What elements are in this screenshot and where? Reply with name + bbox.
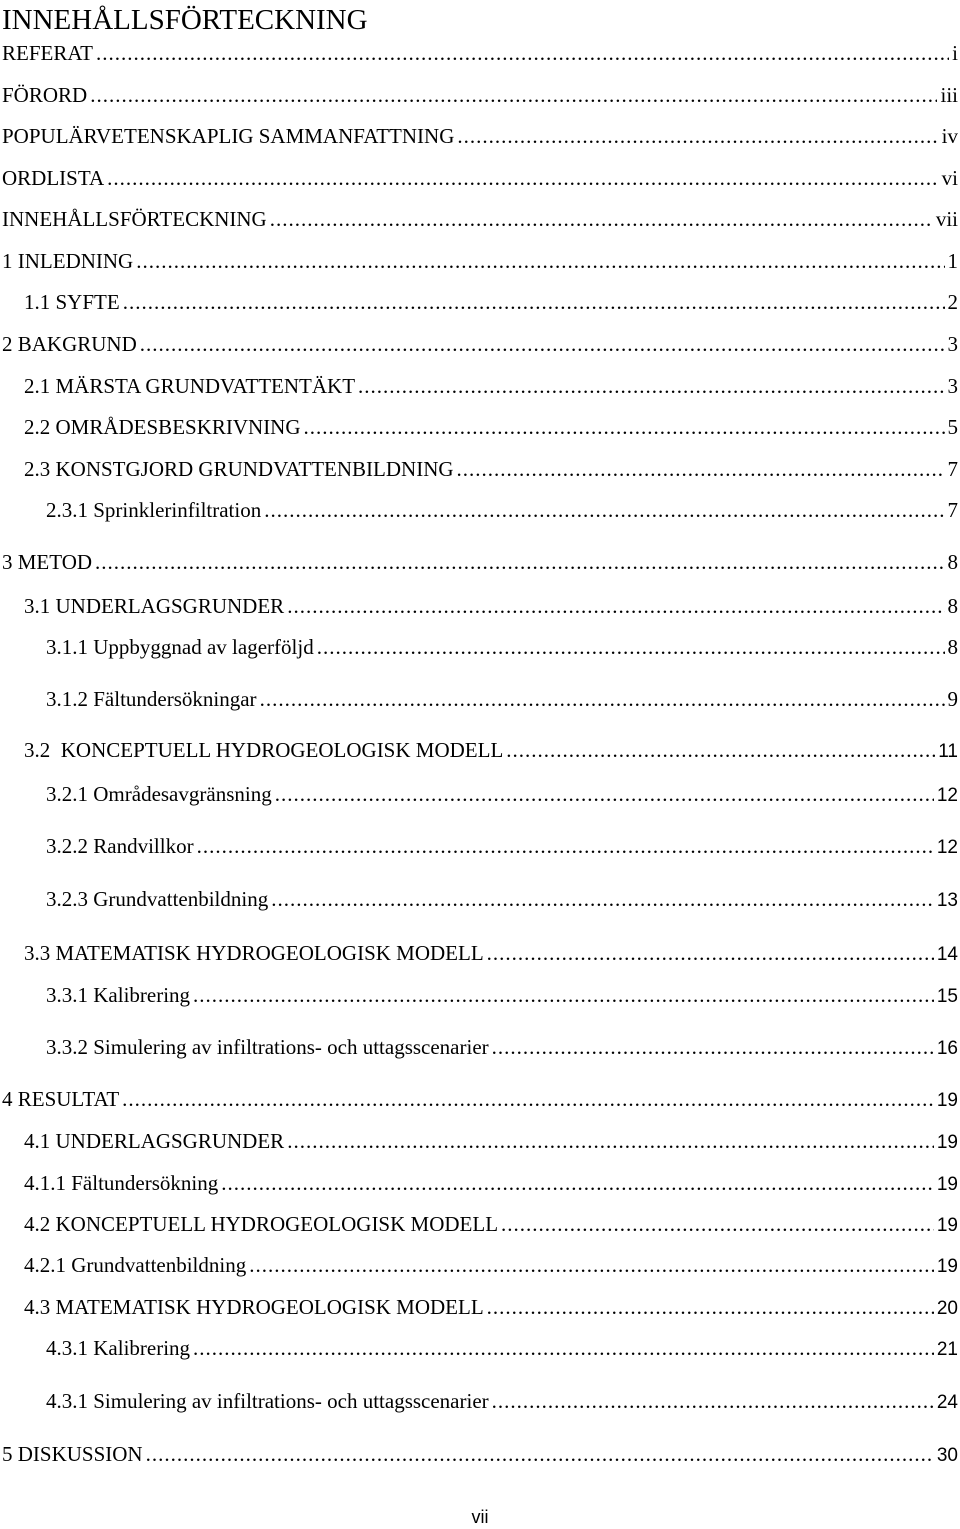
toc-entry-label: REFERAT (2, 41, 94, 65)
toc-entry-label: 3.2.1 Områdesavgränsning (46, 782, 272, 806)
toc-entry-label: 3.3.1 Kalibrering (46, 983, 191, 1007)
dot-leader (275, 780, 934, 808)
toc-entry-label: 3 METOD (2, 550, 93, 574)
toc-entry-label: 1 INLEDNING (2, 249, 134, 273)
toc-entry[interactable] (46, 981, 958, 1009)
toc-entry-label: 4.2.1 Grundvattenbildning (24, 1253, 247, 1277)
toc-title: INNEHÅLLSFÖRTECKNING (2, 4, 368, 36)
toc-entry[interactable] (2, 39, 958, 67)
toc-entry-page: 19 (936, 1256, 958, 1277)
dot-leader (136, 247, 944, 275)
toc-entry-page: 19 (936, 1132, 958, 1153)
toc-entry-page: 13 (936, 890, 958, 911)
toc-entry-page: 19 (936, 1215, 958, 1236)
toc-entry[interactable] (24, 455, 958, 483)
dot-leader (193, 1334, 934, 1362)
toc-entry-label: 3.2.3 Grundvattenbildning (46, 887, 269, 911)
toc-entry[interactable] (2, 330, 958, 358)
toc-entry[interactable] (24, 288, 958, 316)
toc-entry-label: 4.2 KONCEPTUELL HYDROGEOLOGISK MODELL (24, 1212, 499, 1236)
dot-leader (501, 1210, 934, 1238)
toc-entry-page: 20 (936, 1298, 958, 1319)
toc-entry[interactable] (2, 81, 958, 109)
toc-entry[interactable] (24, 1127, 958, 1155)
toc-entry-page: 9 (947, 687, 958, 711)
toc-entry-label: 2.3 KONSTGJORD GRUNDVATTENBILDNING (24, 457, 454, 481)
toc-entry[interactable] (24, 592, 958, 620)
toc-entry[interactable] (2, 548, 958, 576)
toc-entry[interactable] (24, 1210, 958, 1238)
toc-entry[interactable] (46, 832, 958, 860)
toc-entry-page: 5 (947, 415, 958, 439)
dot-leader (122, 1085, 934, 1113)
dot-leader (487, 1293, 934, 1321)
toc-entry-page: 7 (947, 457, 958, 481)
toc-entry-page: 7 (947, 498, 958, 522)
toc-entry-page: 12 (936, 837, 958, 858)
toc-entry[interactable] (46, 1387, 958, 1415)
dot-leader (492, 1033, 934, 1061)
dot-leader (140, 330, 945, 358)
toc-entry[interactable] (46, 885, 958, 913)
toc-entry-label: 2.1 MÄRSTA GRUNDVATTENTÄKT (24, 374, 356, 398)
toc-entry-page: 30 (936, 1445, 958, 1466)
toc-entry[interactable] (24, 736, 958, 764)
toc-entry-label: 4.1.1 Fältundersökning (24, 1171, 219, 1195)
dot-leader (492, 1387, 934, 1415)
dot-leader (107, 164, 939, 192)
toc-entry-page: vii (935, 207, 958, 231)
toc-entry-page: vi (941, 166, 958, 190)
toc-entry-page: 14 (936, 944, 958, 965)
toc-entry[interactable] (46, 1033, 958, 1061)
toc-entry-page: 8 (947, 594, 958, 618)
page-number: vii (471, 1507, 489, 1527)
toc-entry-page: 19 (936, 1090, 958, 1111)
toc-entry-page: 11 (938, 741, 958, 762)
dot-leader (317, 633, 945, 661)
toc-entry[interactable] (46, 496, 958, 524)
toc-entry[interactable] (24, 413, 958, 441)
dot-leader (358, 372, 944, 400)
toc-entry[interactable] (46, 780, 958, 808)
toc-entry[interactable] (24, 1251, 958, 1279)
toc-entry-label: 4.3.1 Kalibrering (46, 1336, 191, 1360)
toc-entry-label: 3.2 KONCEPTUELL HYDROGEOLOGISK MODELL (24, 738, 504, 762)
toc-entry-label: 3.1.1 Uppbyggnad av lagerföljd (46, 635, 314, 659)
toc-entry[interactable] (2, 247, 958, 275)
toc-entry-label: 4.3.1 Simulering av infiltrations- och uttagsscenarier (46, 1389, 489, 1413)
toc-entry[interactable] (24, 939, 958, 967)
toc-entry[interactable] (24, 372, 958, 400)
toc-entry-page: 16 (936, 1038, 958, 1059)
toc-entry-label: POPULÄRVETENSKAPLIG SAMMANFATTNING (2, 124, 455, 148)
dot-leader (96, 39, 949, 67)
toc-entry-label: 5 DISKUSSION (2, 1442, 143, 1466)
toc-entry-page: 3 (947, 332, 958, 356)
toc-entry-page: i (952, 41, 958, 65)
toc-entry[interactable] (2, 1440, 958, 1468)
dot-leader (287, 1127, 934, 1155)
toc-entry[interactable] (24, 1293, 958, 1321)
toc-entry-label: 2.3.1 Sprinklerinfiltration (46, 498, 262, 522)
dot-leader (221, 1169, 934, 1197)
dot-leader (270, 205, 933, 233)
toc-entry-page: 21 (936, 1339, 958, 1360)
toc-entry-page: 1 (947, 249, 958, 273)
toc-entry[interactable] (46, 1334, 958, 1362)
toc-entry-label: FÖRORD (2, 83, 88, 107)
dot-leader (264, 496, 944, 524)
dot-leader (287, 592, 944, 620)
toc-entry[interactable] (2, 205, 958, 233)
toc-entry[interactable] (2, 122, 958, 150)
toc-entry-page: 3 (947, 374, 958, 398)
dot-leader (249, 1251, 934, 1279)
toc-entry[interactable] (24, 1169, 958, 1197)
toc-entry[interactable] (46, 685, 958, 713)
dot-leader (304, 413, 945, 441)
toc-entry-page: 8 (947, 550, 958, 574)
toc-entry[interactable] (46, 633, 958, 661)
dot-leader (123, 288, 945, 316)
dot-leader (193, 981, 934, 1009)
dot-leader (146, 1440, 934, 1468)
dot-leader (487, 939, 934, 967)
dot-leader (506, 736, 935, 764)
toc-entry-page: 8 (947, 635, 958, 659)
toc-entry-page: 19 (936, 1174, 958, 1195)
toc-entry-page: 15 (936, 986, 958, 1007)
toc-entry-page: iv (941, 124, 958, 148)
toc-entry-page: 2 (947, 290, 958, 314)
toc-entry-page: 24 (936, 1392, 958, 1413)
toc-entry-label: INNEHÅLLSFÖRTECKNING (2, 207, 267, 231)
dot-leader (457, 122, 938, 150)
dot-leader (90, 81, 937, 109)
dot-leader (457, 455, 945, 483)
toc-entry-page: 12 (936, 785, 958, 806)
toc-entry-label: 3.1 UNDERLAGSGRUNDER (24, 594, 285, 618)
toc-entry-label: 2 BAKGRUND (2, 332, 137, 356)
toc-entry-label: 1.1 SYFTE (24, 290, 120, 314)
toc-entry-label: 2.2 OMRÅDESBESKRIVNING (24, 415, 301, 439)
dot-leader (197, 832, 934, 860)
dot-leader (95, 548, 944, 576)
toc-entry-label: 4.3 MATEMATISK HYDROGEOLOGISK MODELL (24, 1295, 484, 1319)
toc-entry-page: iii (940, 83, 958, 107)
toc-entry-label: 3.3 MATEMATISK HYDROGEOLOGISK MODELL (24, 941, 484, 965)
toc-entry-label: ORDLISTA (2, 166, 105, 190)
toc-entry[interactable] (2, 1085, 958, 1113)
toc-entry-label: 3.1.2 Fältundersökningar (46, 687, 257, 711)
dot-leader (260, 685, 945, 713)
toc-entry-label: 4 RESULTAT (2, 1087, 120, 1111)
dot-leader (271, 885, 934, 913)
toc-entry-label: 4.1 UNDERLAGSGRUNDER (24, 1129, 285, 1153)
toc-entry-label: 3.3.2 Simulering av infiltrations- och uttagsscenarier (46, 1035, 489, 1059)
toc-entry[interactable] (2, 164, 958, 192)
toc-entry-label: 3.2.2 Randvillkor (46, 834, 194, 858)
